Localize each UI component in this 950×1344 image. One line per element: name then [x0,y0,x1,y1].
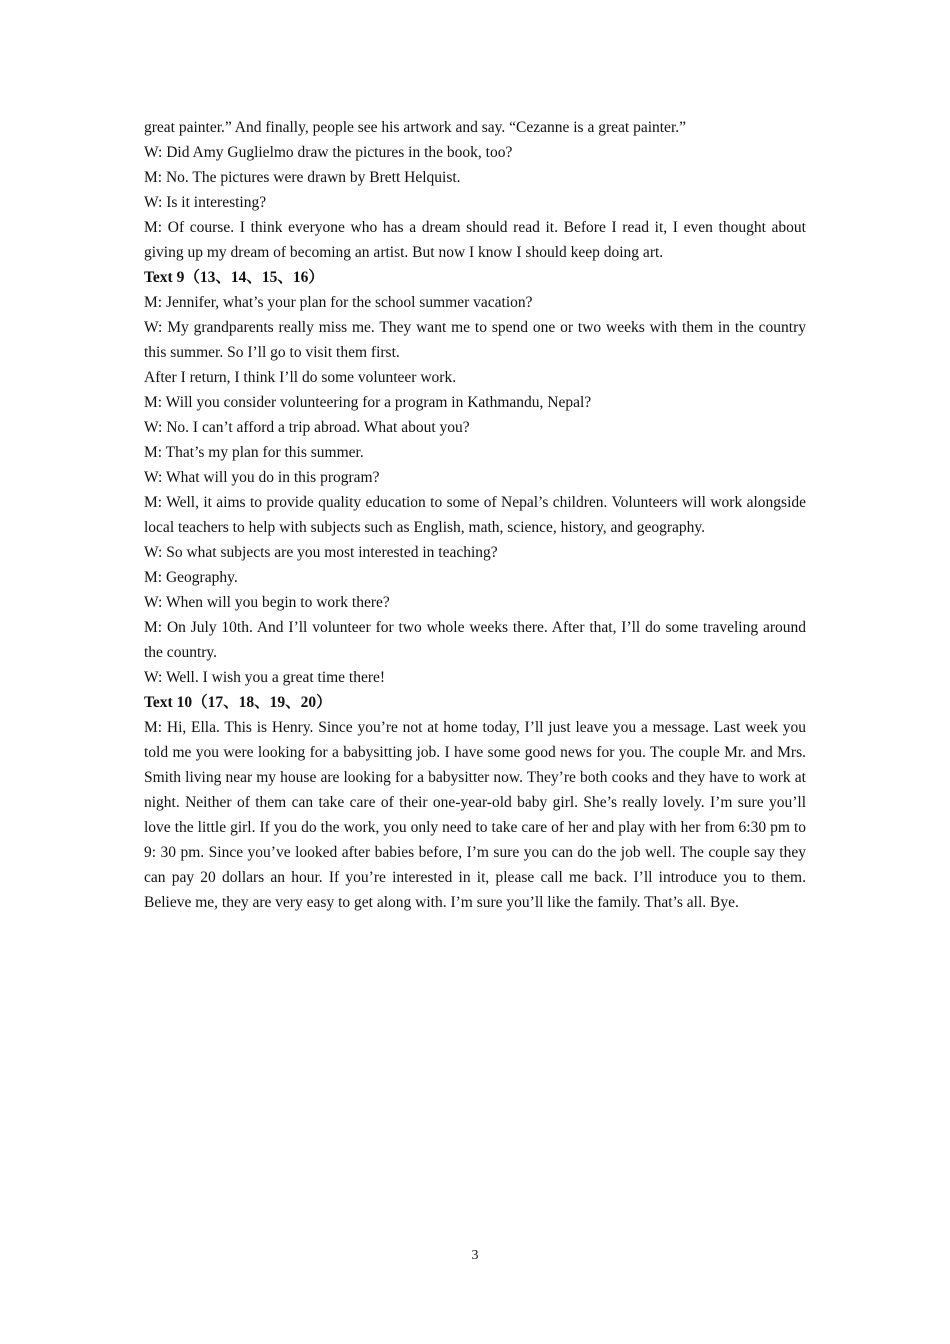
paragraph: W: What will you do in this program? [144,469,380,486]
paragraph: M: Will you consider volunteering for a program in Kathmandu, Nepal? [144,394,592,411]
paragraph: great painter.” And finally, people see his artwork and say. “Cezanne is a great painter.” [144,119,687,136]
paragraph: M: Hi, Ella. This is Henry. Since you’re not at home today, I’ll just leave you a message. Last week you told me you were looking for a babysitting job. I have some good news for you. The couple Mr. and Mrs. Smith living near my house are looking for a babysitter now. They’re both cooks and they have to work at night. Neither of them can take care of their one-year-old baby girl. She’s really lovely. I’m sure you’ll love the little girl. If you do the work, you only need to take care of her and play with her from 6:30 pm to 9: 30 pm. Since you’ve looked after babies before, I’m sure you can do the job well. The couple say they can pay 20 dollars an hour. If you’re interested in it, please call me back. I’ll introduce you to them. Believe me, they are very easy to get along with. I’m sure you’ll like the family. That’s all. Bye. [144,719,806,911]
paragraph: M: Well, it aims to provide quality education to some of Nepal’s children. Volunteers will work alongside local teachers to help with subjects such as English, math, science, history, and geography. [144,494,806,536]
paragraph: M: Jennifer, what’s your plan for the school summer vacation? [144,294,533,311]
paragraph: After I return, I think I’ll do some volunteer work. [144,369,457,386]
paragraph: W: My grandparents really miss me. They want me to spend one or two weeks with them in the country this summer. So I’ll go to visit them first. [144,319,806,361]
paragraph: W: So what subjects are you most interested in teaching? [144,544,498,561]
page-number: 3 [471,1248,479,1263]
paragraph: M: That’s my plan for this summer. [144,444,364,461]
section-heading-text-10: Text 10（17、18、19、20） [144,694,332,711]
paragraph: M: No. The pictures were drawn by Brett Helquist. [144,169,461,186]
paragraph: W: Did Amy Guglielmo draw the pictures in the book, too? [144,144,513,161]
section-heading-text-9: Text 9（13、14、15、16） [144,269,324,286]
paragraph: M: Geography. [144,569,238,586]
paragraph: M: Of course. I think everyone who has a dream should read it. Before I read it, I even thought about giving up my dream of becoming an artist. But now I know I should keep doing art. [144,219,806,261]
paragraph: M: On July 10th. And I’ll volunteer for two whole weeks there. After that, I’ll do some traveling around the country. [144,619,806,661]
paragraph: W: Well. I wish you a great time there! [144,669,386,686]
paragraph: W: No. I can’t afford a trip abroad. What about you? [144,419,470,436]
paragraph: W: When will you begin to work there? [144,594,390,611]
paragraph: W: Is it interesting? [144,194,267,211]
document-body [144,115,806,915]
